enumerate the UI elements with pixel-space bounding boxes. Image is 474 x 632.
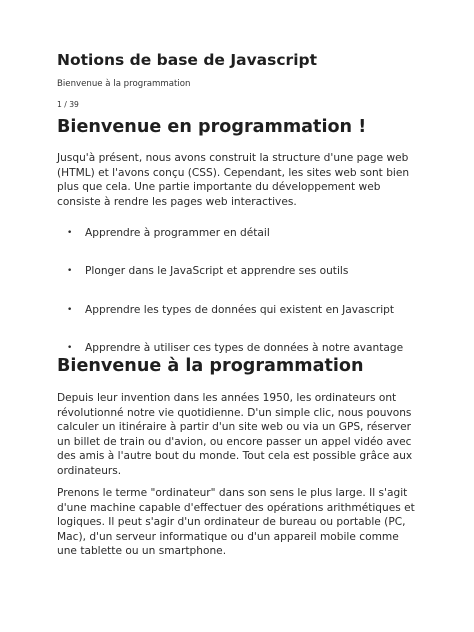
list-item-text: Apprendre les types de données qui existent en Javascript	[85, 304, 395, 316]
section-heading-welcome-to-programming: Bienvenue à la programmation	[57, 356, 364, 376]
bullet-icon: •	[67, 266, 73, 276]
computer-definition-paragraph: Prenons le terme "ordinateur" dans son sens le plus large. Il s'agit d'une machine capable d'effectuer des opérations arithmétiques et logiques. Il peut s'agir d'un ordinateur de bureau ou portable (PC, Mac), d'un serveur informatique ou d'un appareil mobile comme une tablette ou un smartphone.	[57, 487, 415, 558]
intro-paragraph: Jusqu'à présent, nous avons construit la structure d'une page web (HTML) et l'avons conçu (CSS). Cependant, les sites web sont bien plus que cela. Une partie importante du développement web consiste à rendre les pages web interactives.	[57, 152, 410, 208]
bullet-icon: •	[67, 343, 73, 353]
document-subtitle: Bienvenue à la programmation	[57, 79, 191, 89]
bullet-icon: •	[67, 305, 73, 315]
list-item-text: Plonger dans le JavaScript et apprendre ses outils	[85, 265, 349, 277]
bullet-icon: •	[67, 228, 73, 238]
list-item-text: Apprendre à programmer en détail	[85, 227, 270, 239]
history-paragraph: Depuis leur invention dans les années 1950, les ordinateurs ont révolutionné notre vie quotidienne. D'un simple clic, nous pouvons calculer un itinéraire à partir d'un site web ou via un GPS, réserver un billet de train ou d'avion, ou encore passer un appel vidéo avec des amis à l'autre bout du monde. Tout cela est possible grâce aux ordinateurs.	[57, 392, 413, 477]
document-title: Notions de base de Javascript	[57, 51, 318, 69]
page-counter: 1 / 39	[57, 100, 79, 109]
section-heading-welcome-programming: Bienvenue en programmation !	[57, 117, 367, 137]
list-item-text: Apprendre à utiliser ces types de données à notre avantage	[85, 342, 404, 354]
